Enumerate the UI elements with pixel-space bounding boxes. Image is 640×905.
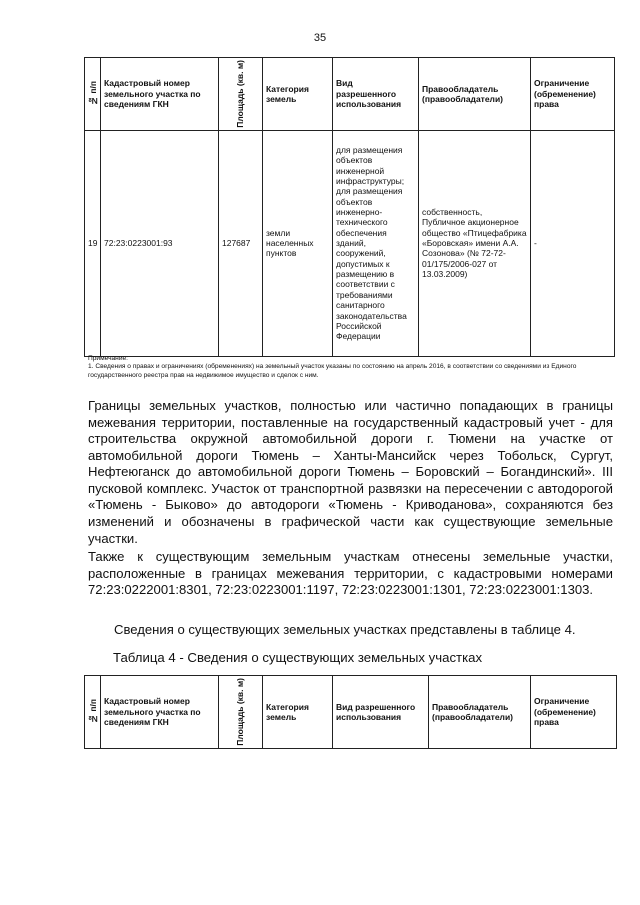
header-restriction: Ограничение (обременение) права bbox=[531, 676, 617, 749]
notes-item: 1. Сведения о правах и ограничениях (обременениях) на земельный участок указаны по состоянию на апрель 2016, в соответствии со сведениями из Единого государственного реестра прав на недвижимое имущество и сделок с ним. bbox=[88, 363, 577, 379]
page-number: 35 bbox=[313, 32, 327, 44]
cell-cadastral: 72:23:0223001:93 bbox=[101, 130, 219, 356]
header-use: Вид разрешенного использования bbox=[333, 676, 429, 749]
header-cadastral: Кадастровый номер земельного участка по сведениям ГКН bbox=[101, 58, 219, 131]
paragraph-boundaries: Границы земельных участков, полностью или частично попадающих в границы межевания территории, поставленные на государственный кадастровый учет - для строительства окружной автомобильной дороги г. Тюмени на участке от автомобильной дороги Тюмень – Ханты-Мансийск через Тобольск, Сургут, Нефтеюганск до автомобильной дороги Тюмень – Боровский – Богандинский». III пусковой комплекс. Участок от транспортной развязки на пересечении с автодорогой «Тюмень - Быково» до автодороги «Тюмень - Криводанова», сохраняются без изменений и обозначены в графической части как существующие земельные участки. bbox=[88, 398, 613, 546]
land-plots-table bbox=[84, 57, 615, 357]
table-header-row bbox=[85, 676, 617, 749]
header-holder: Правообладатель (правообладатели) bbox=[419, 58, 531, 131]
cell-restriction: - bbox=[531, 130, 615, 356]
cell-area: 127687 bbox=[219, 130, 263, 356]
header-holder: Правообладатель (правообладатели) bbox=[429, 676, 531, 749]
table-header-row bbox=[85, 58, 615, 131]
header-num: № п/п bbox=[85, 58, 101, 131]
cell-num: 19 bbox=[85, 130, 101, 356]
cell-use: для размещения объектов инженерной инфраструктуры; для размещения объектов инженерно-технического обеспечения зданий, сооружений, допустимых к размещению в соответствии с требованиями санитарного законодательства Российской Федерации bbox=[333, 130, 419, 356]
cell-category: земли населенных пунктов bbox=[263, 130, 333, 356]
header-num: № п/п bbox=[85, 676, 101, 749]
notes-title: Примечание: bbox=[88, 355, 128, 362]
header-category: Категория земель bbox=[263, 676, 333, 749]
header-restriction: Ограничение (обременение) права bbox=[531, 58, 615, 131]
paragraph-table-reference: Сведения о существующих земельных участках представлены в таблице 4. bbox=[114, 622, 576, 637]
cell-holder: собственность, Публичное акционерное общество «Птицефабрика «Боровская» имени А.А. Созонова» (№ 72-72-01/175/2006-027 от 13.03.2009) bbox=[419, 130, 531, 356]
table4-caption: Таблица 4 - Сведения о существующих земельных участках bbox=[113, 650, 483, 665]
header-category: Категория земель bbox=[263, 58, 333, 131]
paragraph-existing-plots: Также к существующим земельным участкам отнесены земельные участки, расположенные в границах межевания территории, с кадастровыми номерами 72:23:0222001:8301, 72:23:0223001:1197, 72:23:0223001:1301, 72:23:0223001:1303. bbox=[88, 549, 613, 598]
table-row bbox=[85, 130, 615, 356]
header-area: Площадь (кв. м) bbox=[219, 58, 263, 131]
header-cadastral: Кадастровый номер земельного участка по сведениям ГКН bbox=[101, 676, 219, 749]
header-area: Площадь (кв. м) bbox=[219, 676, 263, 749]
header-use: Вид разрешенного использования bbox=[333, 58, 419, 131]
table-notes bbox=[88, 355, 618, 380]
existing-plots-table bbox=[84, 675, 617, 749]
